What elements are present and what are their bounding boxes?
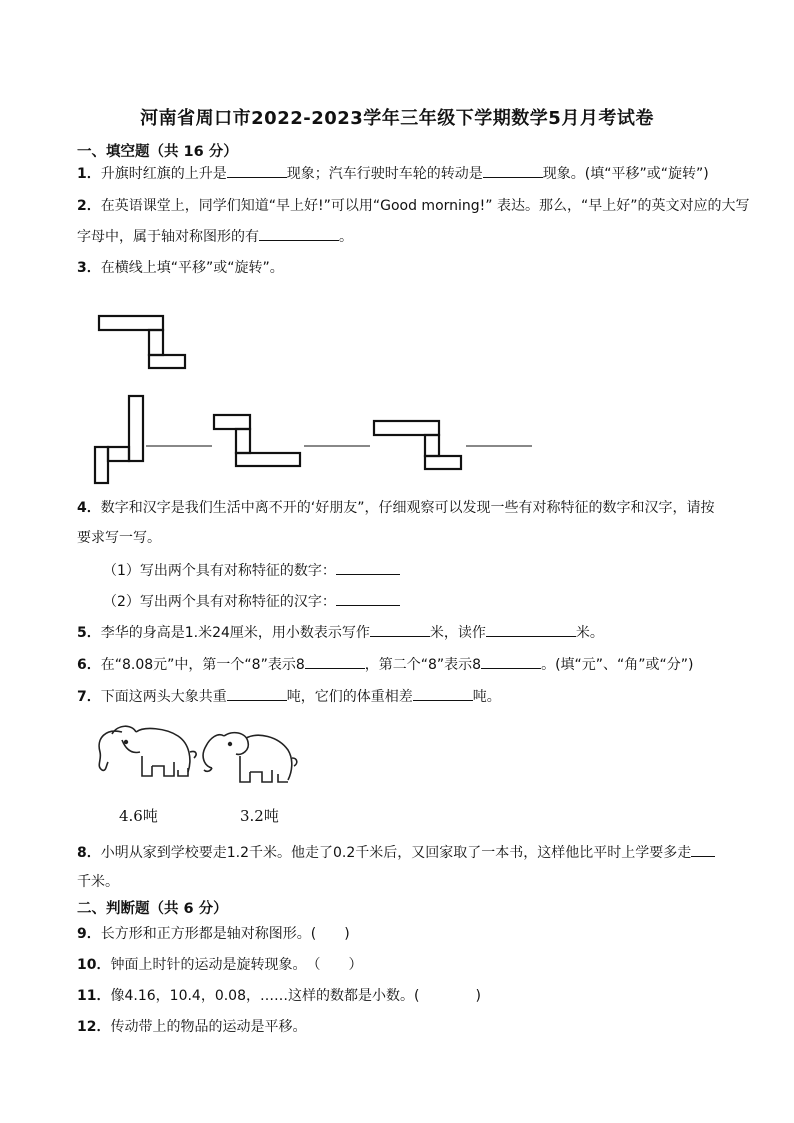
rotated-shape [95,396,143,483]
question-number: 11． [77,988,111,1004]
question-text: 像4.16，10.4，0.08，……这样的数都是小数。( ) [110,988,481,1004]
question-text: ，第二个“8”表示8 [364,657,482,673]
question-number: 4． [77,500,101,516]
question-5 [77,622,604,643]
question-text: 吨。 [472,689,501,705]
answer-blank[interactable] [370,622,430,637]
section-true-false-heading: 二、判断题（共 6 分） [77,901,228,917]
question-text: 数字和汉字是我们生活中离不开的‘好朋友”，仔细观察可以发现一些有对称特征的数字和汉字，请按 [100,500,715,516]
question-text: 米，读作 [429,625,486,641]
exam-title: 河南省周口市2022-2023学年三年级下学期数学5月月考试卷 [140,108,654,129]
question-text: （1）写出两个具有对称特征的数字： [103,563,336,579]
elephant-illustration [92,722,302,802]
left-elephant-weight-label: 4.6吨 [119,807,158,825]
answer-blank[interactable] [227,163,287,178]
answer-blank[interactable] [336,560,400,575]
answer-blank[interactable] [227,686,287,701]
question-4-part-2 [103,591,400,612]
answer-blank[interactable] [259,226,339,241]
question-number: 9． [77,926,101,942]
question-number: 7． [77,689,101,705]
question-4-line-2 [77,528,161,548]
translated-shape [214,415,300,466]
answer-blank[interactable] [305,654,365,669]
question-text: 下面这两头大象共重 [100,689,227,705]
question-text: 升旗时红旗的上升是 [100,166,227,182]
question-number: 6． [77,657,101,673]
answer-blank[interactable] [336,591,400,606]
question-text: 在英语课堂上，同学们知道“早上好!”可以用“Good morning!” 表达。那么，“早上好”的英文对应的大写 [100,198,750,214]
answer-blank[interactable] [481,654,541,669]
question-text: 现象。(填“平移”或“旋转”) [542,166,709,182]
question-text: 钟面上时针的运动是旋转现象。 （ ） [110,957,363,973]
question-12 [77,1017,306,1037]
question-3 [77,258,284,278]
question-11 [77,986,481,1006]
question-2-line-2 [77,226,353,247]
question-text: 。 [339,229,353,245]
question-number: 5． [77,625,101,641]
translation-rotation-figures [90,305,550,490]
question-number: 2． [77,198,101,214]
question-text: 小明从家到学校要走1.2千米。他走了0.2千米后，又回家取了一本书，这样他比平时上学要多走 [100,845,692,861]
section-fill-in-blank-heading: 一、填空题（共 16 分） [77,144,238,160]
question-8-line-1 [77,842,715,863]
small-elephant-icon [203,733,297,782]
question-text: 米。 [575,625,604,641]
answer-blank[interactable] [483,163,543,178]
question-7 [77,686,501,707]
question-number: 12． [77,1019,111,1035]
question-text: 。(填“元”、“角”或“分”) [541,657,694,673]
question-number: 10． [77,957,111,973]
question-text: 在“8.08元”中，第一个“8”表示8 [100,657,305,673]
translated-shape-2 [374,421,461,469]
answer-blank[interactable] [691,842,715,857]
question-6 [77,654,694,675]
answer-blank[interactable] [486,622,576,637]
large-elephant-icon [99,726,196,776]
question-text: 千米。 [77,874,119,890]
question-text: （2）写出两个具有对称特征的汉字： [103,594,336,610]
question-number: 1． [77,166,101,182]
question-text: 字母中，属于轴对称图形的有 [77,229,259,245]
question-4-part-1 [103,560,400,581]
question-10 [77,955,362,975]
question-text: 要求写一写。 [77,530,161,546]
question-8-line-2 [77,872,119,892]
question-number: 8． [77,845,101,861]
question-text: 现象；汽车行驶时车轮的转动是 [286,166,483,182]
right-elephant-weight-label: 3.2吨 [240,807,279,825]
question-text: 在横线上填“平移”或“旋转”。 [100,260,284,276]
question-2-line-1 [77,196,750,216]
question-text: 吨，它们的体重相差 [286,689,413,705]
question-number: 3． [77,260,101,276]
question-text: 传动带上的物品的运动是平移。 [110,1019,307,1035]
question-4-line-1 [77,498,714,518]
question-1 [77,163,709,184]
question-text: 长方形和正方形都是轴对称图形。( ) [100,926,350,942]
question-text: 李华的身高是1.米24厘米，用小数表示写作 [100,625,370,641]
question-9 [77,924,350,944]
reference-shape [99,316,185,368]
answer-blank[interactable] [413,686,473,701]
